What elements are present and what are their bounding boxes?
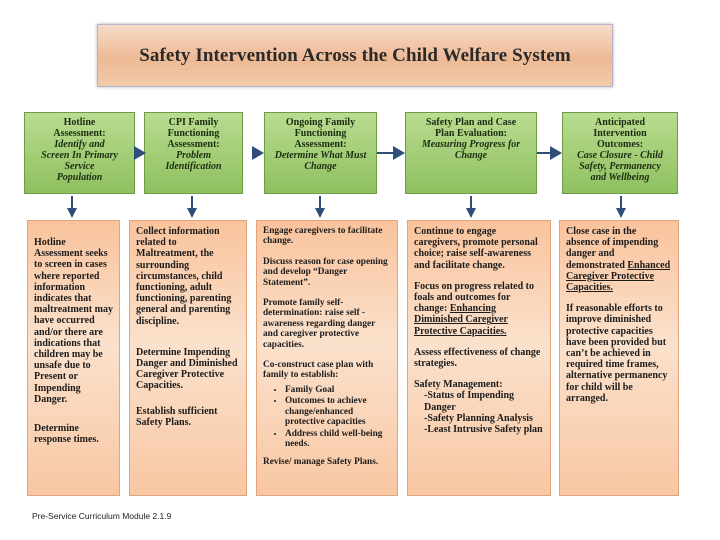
header-line: Outcomes: <box>596 139 644 150</box>
column-text <box>566 226 672 293</box>
column-text: Revise/ manage Safety Plans. <box>263 457 379 468</box>
header-line: Assessment: <box>167 139 220 150</box>
column-text-underlined: Enhancing Diminished Caregiver Protective Capacities. <box>414 303 508 337</box>
column-text <box>414 281 544 337</box>
list-item: • Family Goal <box>285 385 391 395</box>
header-line: Assessment: <box>53 128 106 139</box>
header-outcomes <box>562 112 678 194</box>
arrow-down-icon <box>315 196 325 218</box>
column-text: Continue to engage caregivers, promote personal choice; raise self-awareness and facilitate change. <box>414 226 538 271</box>
column-text: Determine response times. <box>34 423 99 446</box>
column-text-underlined: Enhanced Caregiver Protective Capacities. <box>566 259 671 294</box>
arrow-right-icon <box>134 146 146 160</box>
column-hotline <box>27 220 120 496</box>
list-item: • Outcomes to achieve change/enhanced protective capacities <box>285 396 391 427</box>
header-italic-line: Change <box>304 161 337 172</box>
page-title: Safety Intervention Across the Child Welfare System <box>139 44 571 66</box>
header-line: CPI Family <box>168 117 219 128</box>
header-italic-line: Screen In Primary <box>41 150 118 161</box>
arrow-down-icon <box>466 196 476 218</box>
header-italic-line: Determine What Must <box>274 150 367 161</box>
header-line: Ongoing Family <box>285 117 356 128</box>
header-ongoing <box>264 112 377 194</box>
header-italic-line: Safety, Permanency <box>579 161 661 172</box>
footer-caption: Pre-Service Curriculum Module 2.1.9 <box>32 511 172 521</box>
arrow-down-icon <box>616 196 626 218</box>
header-safety-plan <box>405 112 537 194</box>
list-item: -Status of Impending Danger <box>424 390 515 413</box>
arrow-right-icon <box>252 146 264 160</box>
header-line: Assessment: <box>294 139 347 150</box>
goal-list <box>263 385 391 449</box>
column-text: Collect information related to Maltreatment, the surrounding circumstances, child functioning, adult functioning, parenting general and parenting discipline. <box>136 226 232 327</box>
column-outcomes <box>559 220 679 496</box>
arrow-right-icon <box>537 146 562 160</box>
column-text: Engage caregivers to facilitate change. <box>263 226 383 247</box>
column-cpi <box>129 220 247 496</box>
column-text: Promote family self-determination: raise self - awareness regarding danger and caregiver protective capacities. <box>263 298 376 350</box>
arrow-right-icon <box>377 146 405 160</box>
header-hotline <box>24 112 135 194</box>
column-text: Safety Management: <box>414 379 503 391</box>
header-line: Hotline <box>63 117 96 128</box>
header-italic-line: Population <box>56 172 103 183</box>
list-item: -Least Intrusive Safety plan <box>424 424 543 436</box>
column-safety-plan <box>407 220 551 496</box>
header-italic-line: Measuring Progress for <box>421 139 521 150</box>
column-text: Hotline Assessment seeks to screen in cases where reported information indicates that maltreatment may have occurred and/or there are indications that children may be unsafe due to Present or Impending Danger. <box>34 237 113 405</box>
header-italic-line: Identify and <box>54 139 105 150</box>
column-text-lead: Focus on progress related to foals and outcomes for change: <box>414 280 534 315</box>
header-cpi <box>144 112 243 194</box>
column-text-lead: Close case in the absence of impending danger and demonstrated <box>566 226 659 271</box>
title-box <box>97 24 613 87</box>
header-line: Plan Evaluation: <box>435 128 507 139</box>
safety-management-list <box>414 390 544 435</box>
arrow-down-icon <box>67 196 77 218</box>
column-text: Assess effectiveness of change strategies. <box>414 346 541 370</box>
header-line: Safety Plan and Case <box>425 117 517 128</box>
column-text: Discuss reason for case opening and develop “Danger Statement”. <box>263 256 388 288</box>
column-text: If reasonable efforts to improve diminished protective capacities have been provided but can’t be achieved in required time frames, alternative permanency for child will be arranged. <box>566 303 668 404</box>
header-italic-line: Service <box>64 161 95 172</box>
arrow-down-icon <box>187 196 197 218</box>
header-line: Functioning <box>167 128 220 139</box>
header-line: Intervention <box>593 128 647 139</box>
column-text: Determine Impending Danger and Diminished Caregiver Protective Capacities. <box>136 346 238 392</box>
header-italic-line: Problem <box>176 150 211 161</box>
list-item: • Address child well-being needs. <box>285 429 391 450</box>
header-italic-line: Identification <box>165 161 222 172</box>
header-italic-line: and Wellbeing <box>590 172 650 183</box>
column-ongoing <box>256 220 398 496</box>
header-line: Anticipated <box>595 117 645 128</box>
header-italic-line: Case Closure - Child <box>577 150 663 161</box>
list-item: -Safety Planning Analysis <box>424 412 533 424</box>
header-italic-line: Change <box>454 150 488 161</box>
column-text: Establish sufficient Safety Plans. <box>136 405 218 428</box>
header-line: Functioning <box>294 128 347 139</box>
column-text: Co-construct case plan with family to establish: <box>263 360 374 381</box>
